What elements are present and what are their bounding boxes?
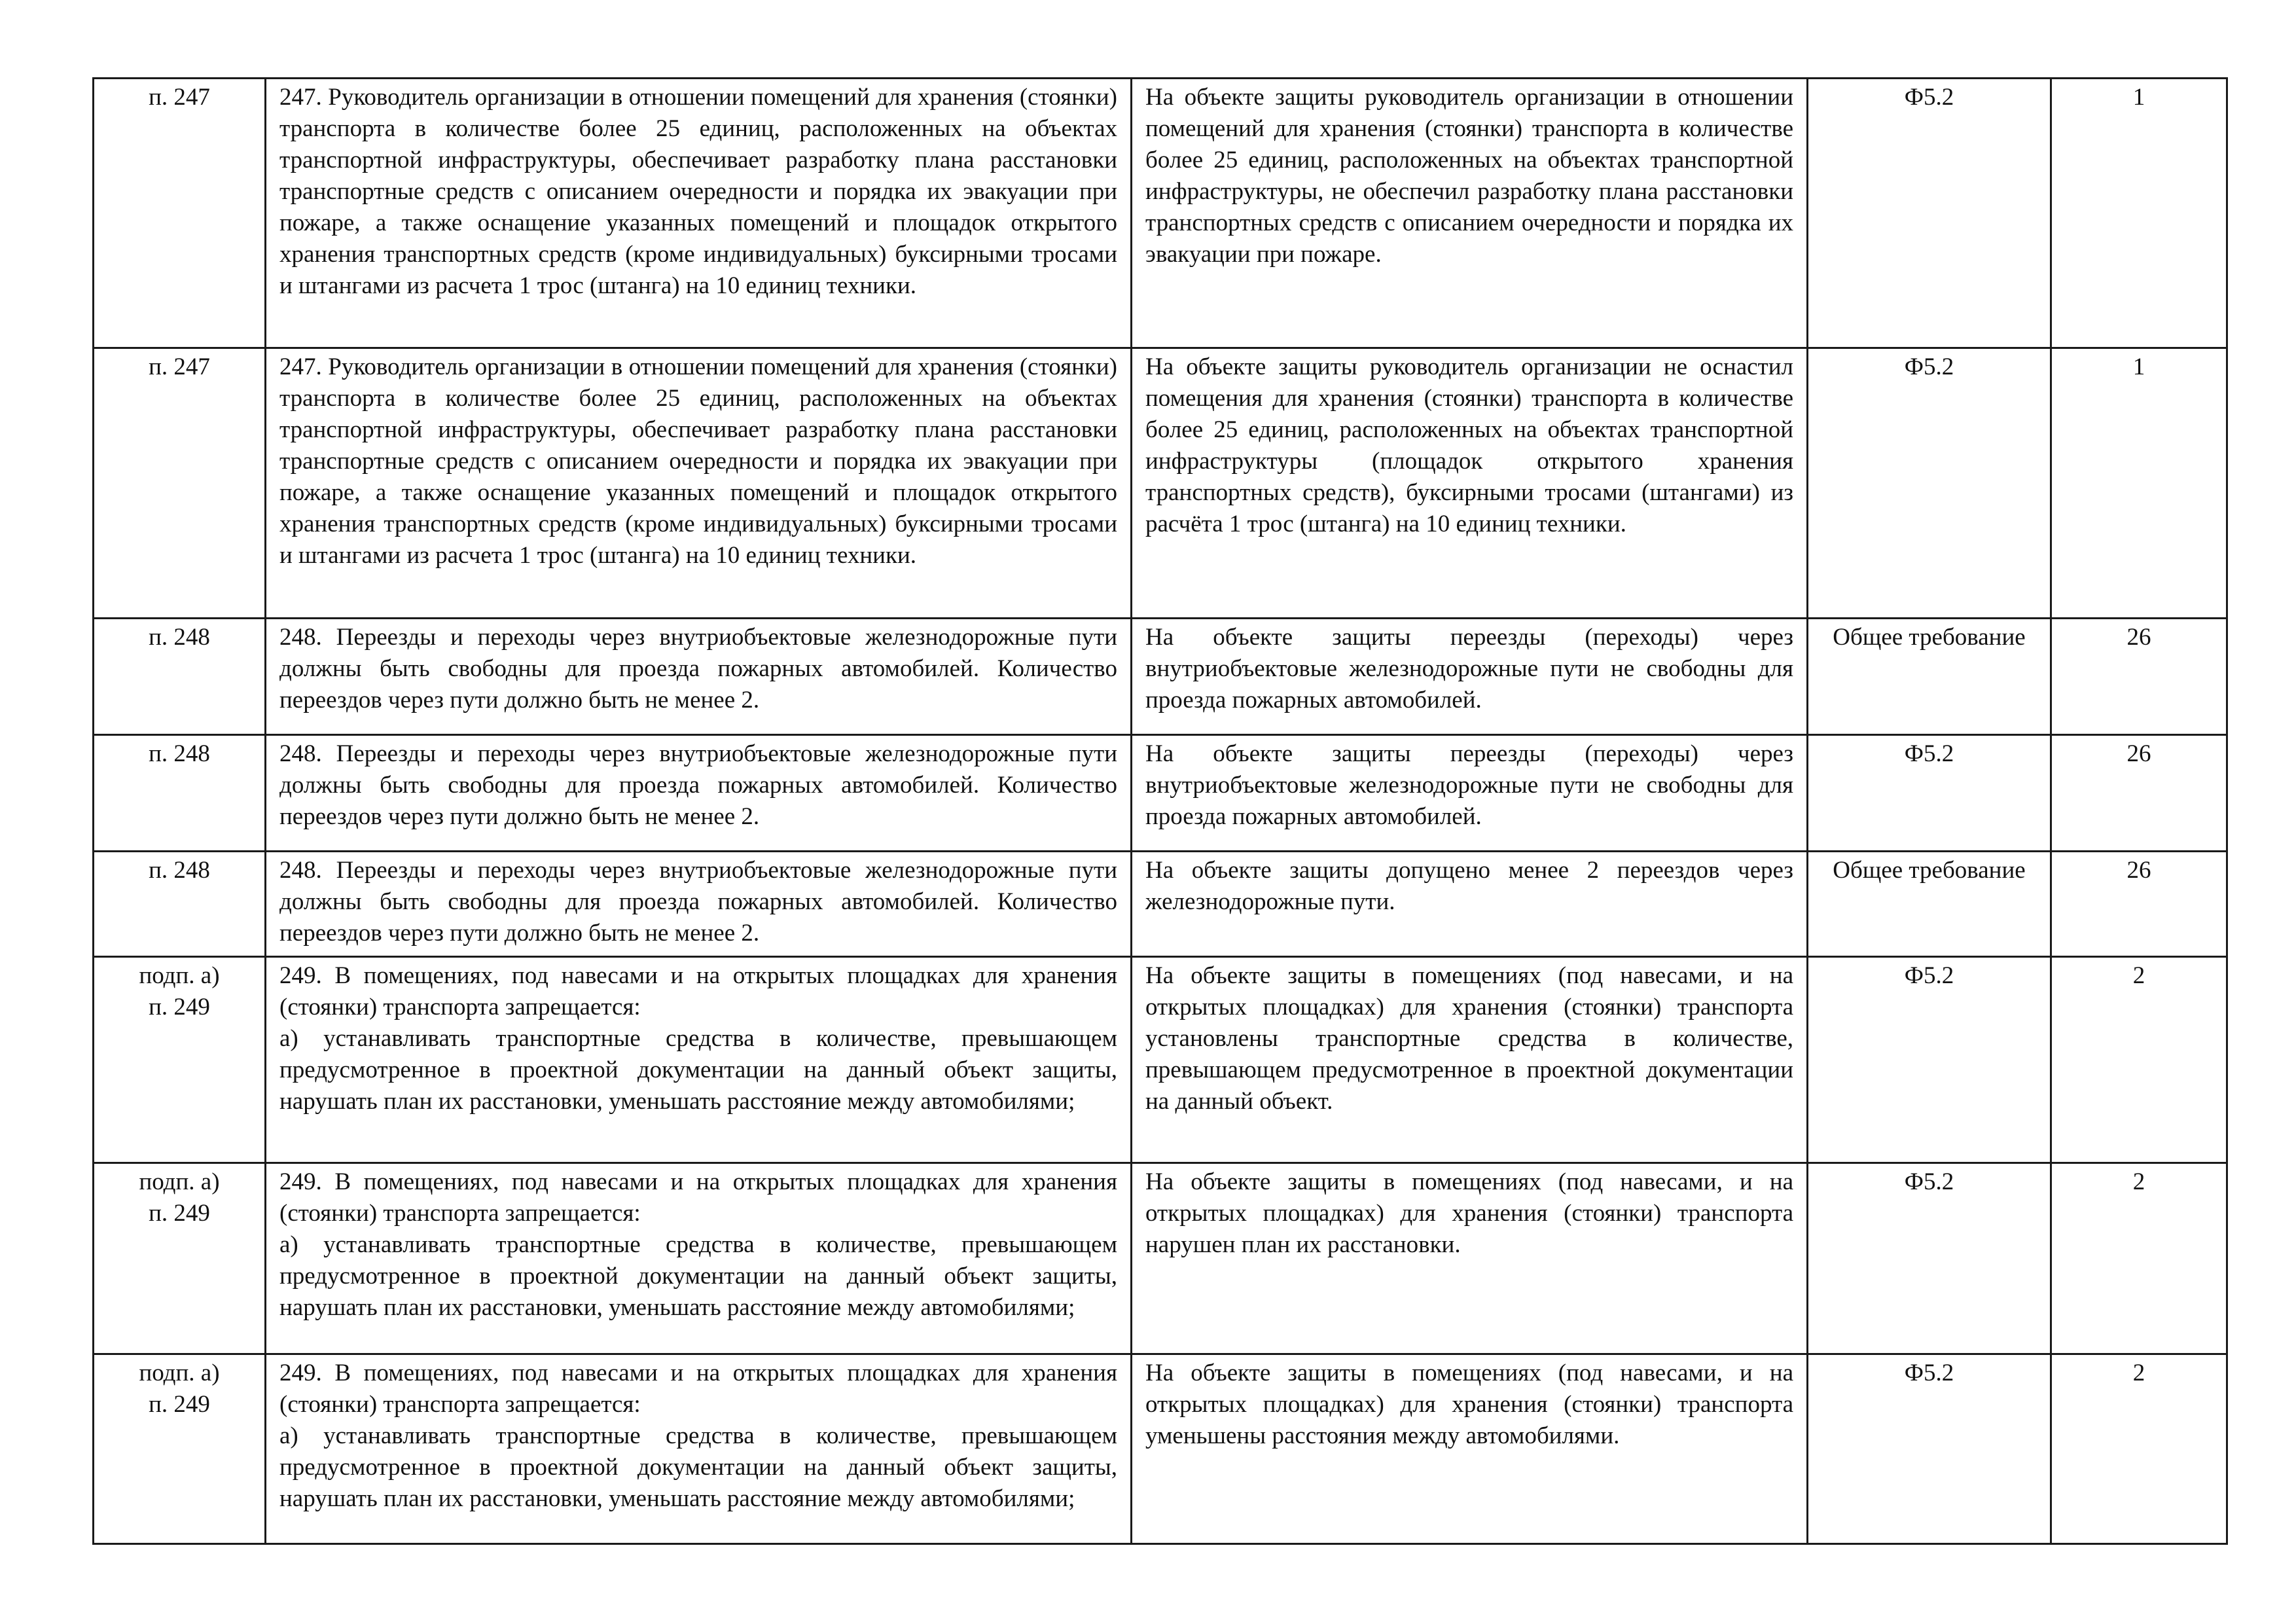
- requirements-table: [92, 77, 2228, 1545]
- rule-reference: п. 248: [94, 735, 266, 852]
- row-number: 26: [2051, 735, 2227, 852]
- violation-text: На объекте защиты в помещениях (под навесами, и на открытых площадках) для хранения (стоянки) транспорта уменьшены расстояния между автомобилями.: [1132, 1354, 1808, 1544]
- requirement-text: 247. Руководитель организации в отношении помещений для хранения (стоянки) транспорта в количестве более 25 единиц, расположенных на объектах транспортной инфраструктуры, обеспечивает разработку плана расстановки транспортные средств с описанием очередности и порядка их эвакуации при пожаре, а также оснащение указанных помещений и площадок открытого хранения транспортных средств (кроме индивидуальных) буксирными тросами и штангами из расчета 1 трос (штанга) на 10 единиц техники.: [266, 348, 1132, 619]
- violation-text: На объекте защиты в помещениях (под навесами, и на открытых площадках) для хранения (стоянки) транспорта нарушен план их расстановки.: [1132, 1163, 1808, 1354]
- violation-text: На объекте защиты руководитель организации не оснастил помещения для хранения (стоянки) транспорта в количестве более 25 единиц, расположенных на объектах транспортной инфраструктуры (площадок открытого хранения транспортных средств), буксирными тросами (штангами) из расчёта 1 трос (штанга) на 10 единиц техники.: [1132, 348, 1808, 619]
- table-row: [94, 957, 2227, 1163]
- rule-reference: п. 247: [94, 79, 266, 348]
- rule-reference: подп. а) п. 249: [94, 1163, 266, 1354]
- row-number: 26: [2051, 619, 2227, 735]
- violation-text: На объекте защиты переезды (переходы) через внутриобъектовые железнодорожные пути не свободны для проезда пожарных автомобилей.: [1132, 735, 1808, 852]
- row-number: 26: [2051, 852, 2227, 957]
- class-category: Ф5.2: [1808, 957, 2051, 1163]
- rule-reference: подп. а) п. 249: [94, 1354, 266, 1544]
- table-row: [94, 852, 2227, 957]
- class-category: Ф5.2: [1808, 1163, 2051, 1354]
- row-number: 2: [2051, 957, 2227, 1163]
- class-category: Ф5.2: [1808, 735, 2051, 852]
- class-category: Ф5.2: [1808, 79, 2051, 348]
- table-row: [94, 1163, 2227, 1354]
- requirement-text: 248. Переезды и переходы через внутриобъектовые железнодорожные пути должны быть свободны для проезда пожарных автомобилей. Количество переездов через пути должно быть не менее 2.: [266, 735, 1132, 852]
- violation-text: На объекте защиты переезды (переходы) через внутриобъектовые железнодорожные пути не свободны для проезда пожарных автомобилей.: [1132, 619, 1808, 735]
- class-category: Общее требование: [1808, 619, 2051, 735]
- class-category: Ф5.2: [1808, 1354, 2051, 1544]
- table-row: [94, 735, 2227, 852]
- table-row: [94, 1354, 2227, 1544]
- violation-text: На объекте защиты в помещениях (под навесами, и на открытых площадках) для хранения (стоянки) транспорта установлены транспортные средства в количестве, превышающем предусмотренное в проектной документации на данный объект.: [1132, 957, 1808, 1163]
- rule-reference: п. 247: [94, 348, 266, 619]
- table-row: [94, 619, 2227, 735]
- requirement-text: 249. В помещениях, под навесами и на открытых площадках для хранения (стоянки) транспорта запрещается: а) устанавливать транспортные средства в количестве, превышающем предусмотренное в проектной документации на данный объект защиты, нарушать план их расстановки, уменьшать расстояние между автомобилями;: [266, 1163, 1132, 1354]
- requirement-text: 249. В помещениях, под навесами и на открытых площадках для хранения (стоянки) транспорта запрещается: а) устанавливать транспортные средства в количестве, превышающем предусмотренное в проектной документации на данный объект защиты, нарушать план их расстановки, уменьшать расстояние между автомобилями;: [266, 1354, 1132, 1544]
- table-row: [94, 79, 2227, 348]
- class-category: Ф5.2: [1808, 348, 2051, 619]
- rule-reference: подп. а) п. 249: [94, 957, 266, 1163]
- row-number: 2: [2051, 1163, 2227, 1354]
- class-category: Общее требование: [1808, 852, 2051, 957]
- row-number: 2: [2051, 1354, 2227, 1544]
- requirement-text: 249. В помещениях, под навесами и на открытых площадках для хранения (стоянки) транспорта запрещается: а) устанавливать транспортные средства в количестве, превышающем предусмотренное в проектной документации на данный объект защиты, нарушать план их расстановки, уменьшать расстояние между автомобилями;: [266, 957, 1132, 1163]
- requirement-text: 248. Переезды и переходы через внутриобъектовые железнодорожные пути должны быть свободны для проезда пожарных автомобилей. Количество переездов через пути должно быть не менее 2.: [266, 619, 1132, 735]
- rule-reference: п. 248: [94, 619, 266, 735]
- violation-text: На объекте защиты допущено менее 2 переездов через железнодорожные пути.: [1132, 852, 1808, 957]
- requirement-text: 248. Переезды и переходы через внутриобъектовые железнодорожные пути должны быть свободны для проезда пожарных автомобилей. Количество переездов через пути должно быть не менее 2.: [266, 852, 1132, 957]
- rule-reference: п. 248: [94, 852, 266, 957]
- row-number: 1: [2051, 79, 2227, 348]
- row-number: 1: [2051, 348, 2227, 619]
- violation-text: На объекте защиты руководитель организации в отношении помещений для хранения (стоянки) транспорта в количестве более 25 единиц, расположенных на объектах транспортной инфраструктуры, не обеспечил разработку плана расстановки транспортных средств с описанием очередности и порядка их эвакуации при пожаре.: [1132, 79, 1808, 348]
- requirement-text: 247. Руководитель организации в отношении помещений для хранения (стоянки) транспорта в количестве более 25 единиц, расположенных на объектах транспортной инфраструктуры, обеспечивает разработку плана расстановки транспортные средств с описанием очередности и порядка их эвакуации при пожаре, а также оснащение указанных помещений и площадок открытого хранения транспортных средств (кроме индивидуальных) буксирными тросами и штангами из расчета 1 трос (штанга) на 10 единиц техники.: [266, 79, 1132, 348]
- table-row: [94, 348, 2227, 619]
